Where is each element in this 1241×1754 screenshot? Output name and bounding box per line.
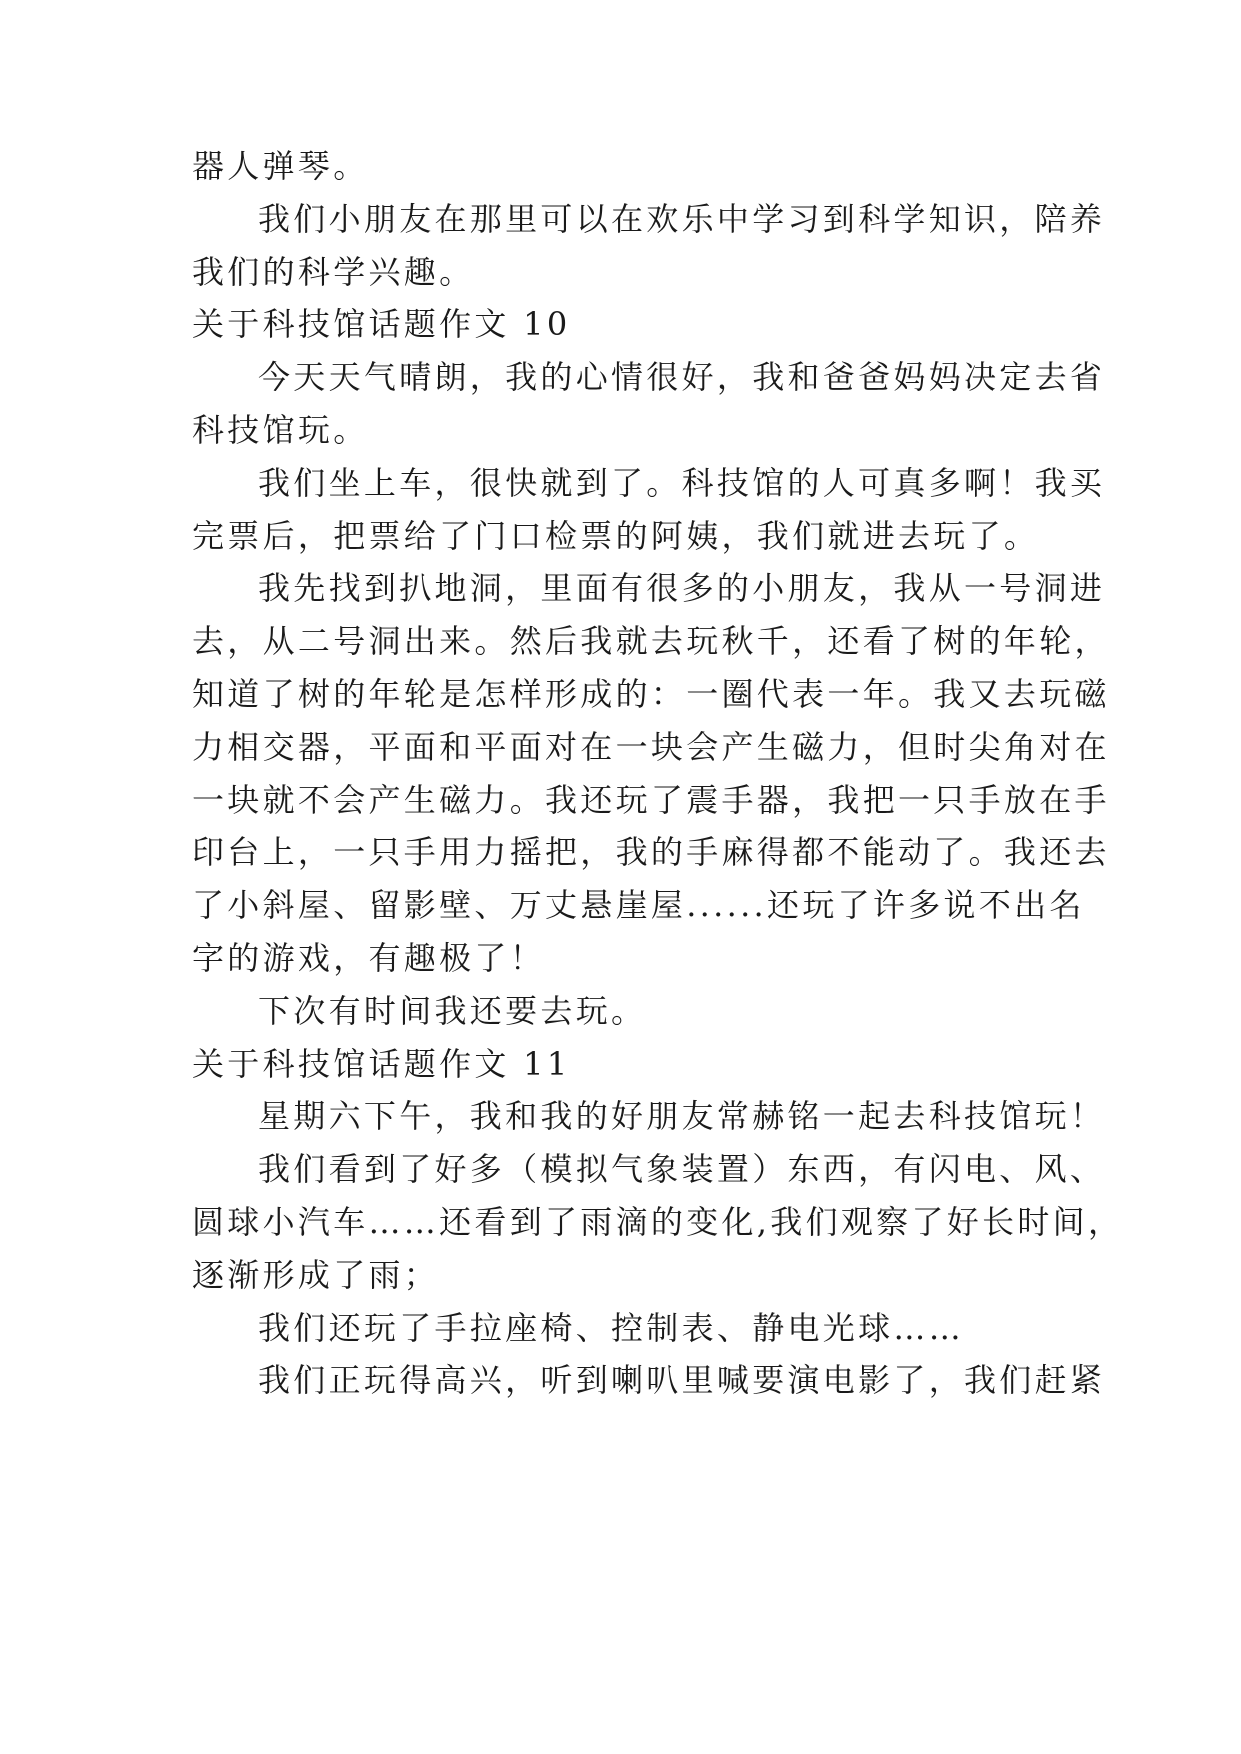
text-line: 我们的科学兴趣。: [192, 253, 475, 291]
text-line: 圆球小汽车……还看到了雨滴的变化,我们观察了好长时间，: [192, 1203, 1124, 1241]
text-line: 力相交器，平面和平面对在一块会产生磁力，但时尖角对在: [192, 728, 1110, 766]
paragraph-start: 下次有时间我还要去玩。: [258, 992, 647, 1030]
text-line: 科技馆玩。: [192, 411, 369, 449]
text-line: 去，从二号洞出来。然后我就去玩秋千，还看了树的年轮，: [192, 622, 1110, 660]
paragraph-start: 我们小朋友在那里可以在欢乐中学习到科学知识，陪养: [258, 200, 1106, 238]
text-line: 印台上，一只手用力摇把，我的手麻得都不能动了。我还去: [192, 833, 1110, 871]
section-heading: 关于科技馆话题作文 11: [192, 1045, 571, 1083]
text-line: 器人弹琴。: [192, 147, 369, 185]
text-line: 一块就不会产生磁力。我还玩了震手器，我把一只手放在手: [192, 781, 1110, 819]
paragraph-start: 星期六下午，我和我的好朋友常赫铭一起去科技馆玩！: [258, 1097, 1106, 1135]
text-line: 完票后，把票给了门口检票的阿姨，我们就进去玩了。: [192, 517, 1040, 555]
text-line: 字的游戏，有趣极了！: [192, 939, 546, 977]
text-line: 逐渐形成了雨；: [192, 1256, 440, 1294]
text-line: 了小斜屋、留影壁、万丈悬崖屋......还玩了许多说不出名: [192, 886, 1085, 924]
text-line: 知道了树的年轮是怎样形成的：一圈代表一年。我又去玩磁: [192, 675, 1110, 713]
paragraph-start: 我们看到了好多（模拟气象装置）东西，有闪电、风、: [258, 1150, 1106, 1188]
paragraph-start: 今天天气晴朗，我的心情很好，我和爸爸妈妈决定去省: [258, 358, 1106, 396]
section-heading: 关于科技馆话题作文 10: [192, 305, 571, 343]
paragraph-start: 我们坐上车，很快就到了。科技馆的人可真多啊！我买: [258, 464, 1106, 502]
paragraph-start: 我们还玩了手拉座椅、控制表、静电光球……: [258, 1309, 965, 1347]
paragraph-start: 我们正玩得高兴，听到喇叭里喊要演电影了，我们赶紧: [258, 1361, 1106, 1399]
paragraph-start: 我先找到扒地洞，里面有很多的小朋友，我从一号洞进: [258, 569, 1106, 607]
